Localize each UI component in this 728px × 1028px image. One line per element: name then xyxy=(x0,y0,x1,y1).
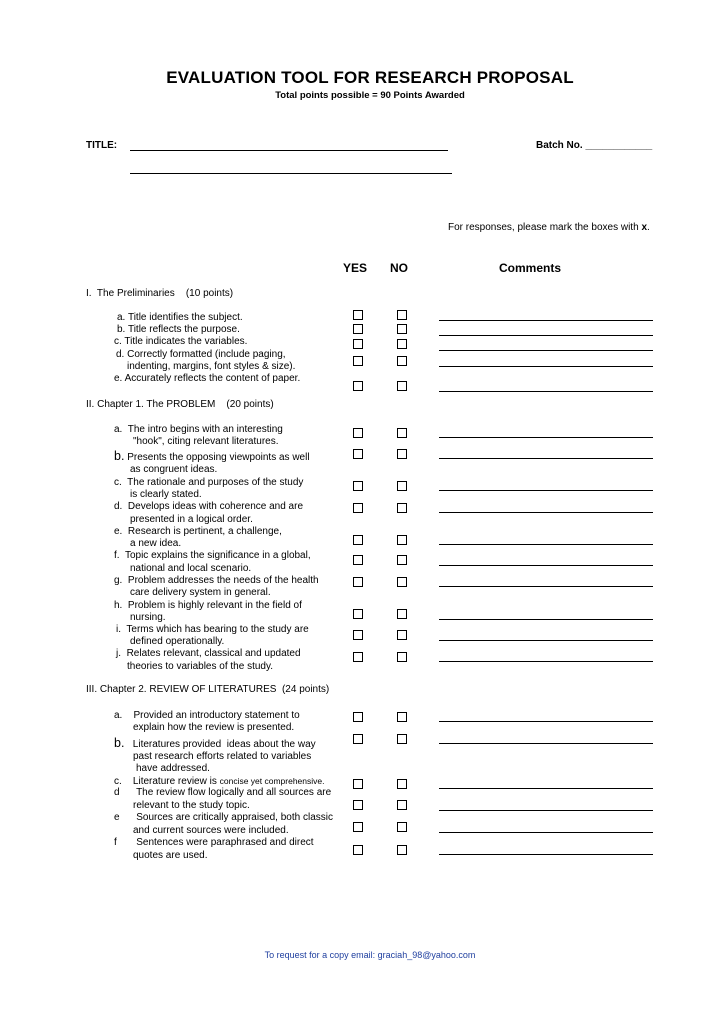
list-item: i. Terms which has bearing to the study are xyxy=(116,624,309,635)
list-item: b. Title reflects the purpose. xyxy=(117,324,240,335)
section-heading-problem: II. Chapter 1. The PROBLEM (20 points) xyxy=(86,399,274,410)
yes-checkbox[interactable] xyxy=(353,555,363,565)
yes-checkbox[interactable] xyxy=(353,779,363,789)
instruction-mark: x xyxy=(641,222,647,233)
comment-line[interactable] xyxy=(439,391,653,392)
footer-email-link[interactable]: To request for a copy email: graciah_98@yahoo.com xyxy=(264,950,476,960)
list-item: d The review flow logically and all sources are xyxy=(114,787,332,798)
comment-line[interactable] xyxy=(439,458,653,459)
list-item: a. Title identifies the subject. xyxy=(117,312,243,323)
yes-checkbox[interactable] xyxy=(353,822,363,832)
comment-line[interactable] xyxy=(439,366,653,367)
yes-checkbox[interactable] xyxy=(353,449,363,459)
comment-line[interactable] xyxy=(439,640,653,641)
no-checkbox[interactable] xyxy=(397,356,407,366)
no-checkbox[interactable] xyxy=(397,481,407,491)
list-item-continuation: relevant to the study topic. xyxy=(133,800,250,811)
comment-line[interactable] xyxy=(439,721,653,722)
list-item: e Sources are critically appraised, both classic xyxy=(114,812,333,823)
no-checkbox[interactable] xyxy=(397,577,407,587)
list-item: d. Develops ideas with coherence and are xyxy=(114,501,304,512)
yes-checkbox[interactable] xyxy=(353,577,363,587)
list-item: c. Literature review is concise yet comprehensive. xyxy=(114,776,325,787)
comment-line[interactable] xyxy=(439,320,653,321)
yes-checkbox[interactable] xyxy=(353,800,363,810)
list-item-continuation: and current sources were included. xyxy=(133,825,289,836)
list-item: c. The rationale and purposes of the study xyxy=(114,477,304,488)
no-checkbox[interactable] xyxy=(397,555,407,565)
no-checkbox[interactable] xyxy=(397,630,407,640)
yes-checkbox[interactable] xyxy=(353,481,363,491)
title-line-1[interactable] xyxy=(130,150,448,151)
list-item-continuation: defined operationally. xyxy=(130,636,225,647)
list-item-continuation: national and local scenario. xyxy=(130,563,252,574)
no-checkbox[interactable] xyxy=(397,381,407,391)
page-subtitle: Total points possible = 90 Points Awarded xyxy=(275,90,465,101)
list-item-continuation: nursing. xyxy=(130,612,166,623)
no-checkbox[interactable] xyxy=(397,800,407,810)
no-checkbox[interactable] xyxy=(397,324,407,334)
page-title: EVALUATION TOOL FOR RESEARCH PROPOSAL xyxy=(166,68,574,87)
list-item: h. Problem is highly relevant in the field of xyxy=(114,600,302,611)
no-checkbox[interactable] xyxy=(397,822,407,832)
comment-line[interactable] xyxy=(439,544,653,545)
list-item-continuation: as congruent ideas. xyxy=(130,464,218,475)
no-checkbox[interactable] xyxy=(397,449,407,459)
list-item-continuation: theories to variables of the study. xyxy=(127,661,274,672)
comment-line[interactable] xyxy=(439,619,653,620)
comment-line[interactable] xyxy=(439,810,653,811)
section-heading-preliminaries: I. The Preliminaries (10 points) xyxy=(86,288,234,299)
yes-checkbox[interactable] xyxy=(353,845,363,855)
list-item: f Sentences were paraphrased and direct xyxy=(114,837,314,848)
yes-checkbox[interactable] xyxy=(353,324,363,334)
no-checkbox[interactable] xyxy=(397,428,407,438)
list-item: e. Accurately reflects the content of paper. xyxy=(114,373,301,384)
list-item: d. Correctly formatted (include paging, xyxy=(116,349,286,360)
yes-checkbox[interactable] xyxy=(353,428,363,438)
list-item-continuation: is clearly stated. xyxy=(130,489,202,500)
list-item: j. Relates relevant, classical and updated xyxy=(116,648,301,659)
list-item: f. Topic explains the significance in a global, xyxy=(114,550,311,561)
comment-line[interactable] xyxy=(439,661,653,662)
no-checkbox[interactable] xyxy=(397,310,407,320)
no-checkbox[interactable] xyxy=(397,609,407,619)
title-label: TITLE: xyxy=(86,140,118,151)
list-item-continuation: "hook", citing relevant literatures. xyxy=(133,436,279,447)
comment-line[interactable] xyxy=(439,437,653,438)
instruction-text xyxy=(448,222,650,233)
list-item-continuation: indenting, margins, font styles & size). xyxy=(127,361,296,372)
list-item-continuation: presented in a logical order. xyxy=(130,514,253,525)
list-item: b. Presents the opposing viewpoints as well xyxy=(114,449,310,463)
no-checkbox[interactable] xyxy=(397,652,407,662)
comment-line[interactable] xyxy=(439,490,653,491)
column-no: NO xyxy=(390,261,408,275)
no-checkbox[interactable] xyxy=(397,734,407,744)
yes-checkbox[interactable] xyxy=(353,310,363,320)
list-item-continuation: have addressed. xyxy=(136,763,210,774)
yes-checkbox[interactable] xyxy=(353,356,363,366)
no-checkbox[interactable] xyxy=(397,535,407,545)
no-checkbox[interactable] xyxy=(397,779,407,789)
list-item: a. The intro begins with an interesting xyxy=(114,424,283,435)
yes-checkbox[interactable] xyxy=(353,381,363,391)
list-item: e. Research is pertinent, a challenge, xyxy=(114,526,282,537)
comment-line[interactable] xyxy=(439,788,653,789)
comment-line[interactable] xyxy=(439,512,653,513)
list-item: b. Literatures provided ideas about the way xyxy=(114,736,316,750)
comment-line[interactable] xyxy=(439,565,653,566)
comment-line[interactable] xyxy=(439,743,653,744)
section-heading-review: III. Chapter 2. REVIEW OF LITERATURES (24 points) xyxy=(86,684,330,695)
no-checkbox[interactable] xyxy=(397,845,407,855)
column-comments: Comments xyxy=(499,261,562,275)
list-item: a. Provided an introductory statement to xyxy=(114,710,300,721)
yes-checkbox[interactable] xyxy=(353,652,363,662)
list-item: g. Problem addresses the needs of the health xyxy=(114,575,319,586)
list-item-continuation: past research efforts related to variables xyxy=(133,751,312,762)
yes-checkbox[interactable] xyxy=(353,339,363,349)
yes-checkbox[interactable] xyxy=(353,503,363,513)
instruction-prefix: For responses, please mark the boxes with xyxy=(448,222,642,233)
comment-line[interactable] xyxy=(439,854,653,855)
list-item-continuation: explain how the review is presented. xyxy=(133,722,295,733)
yes-checkbox[interactable] xyxy=(353,535,363,545)
comment-line[interactable] xyxy=(439,335,653,336)
batch-number-field[interactable]: Batch No. ____________ xyxy=(536,140,653,151)
list-item-continuation: quotes are used. xyxy=(133,850,208,861)
list-item-continuation: a new idea. xyxy=(130,538,182,549)
comment-line[interactable] xyxy=(439,832,653,833)
comment-line[interactable] xyxy=(439,350,653,351)
list-item-continuation: care delivery system in general. xyxy=(130,587,271,598)
comment-line[interactable] xyxy=(439,586,653,587)
list-item: c. Title indicates the variables. xyxy=(114,336,248,347)
yes-checkbox[interactable] xyxy=(353,734,363,744)
yes-checkbox[interactable] xyxy=(353,609,363,619)
no-checkbox[interactable] xyxy=(397,712,407,722)
yes-checkbox[interactable] xyxy=(353,712,363,722)
no-checkbox[interactable] xyxy=(397,503,407,513)
no-checkbox[interactable] xyxy=(397,339,407,349)
instruction-suffix: . xyxy=(647,222,650,233)
column-yes: YES xyxy=(343,261,368,275)
yes-checkbox[interactable] xyxy=(353,630,363,640)
title-line-2[interactable] xyxy=(130,173,452,174)
